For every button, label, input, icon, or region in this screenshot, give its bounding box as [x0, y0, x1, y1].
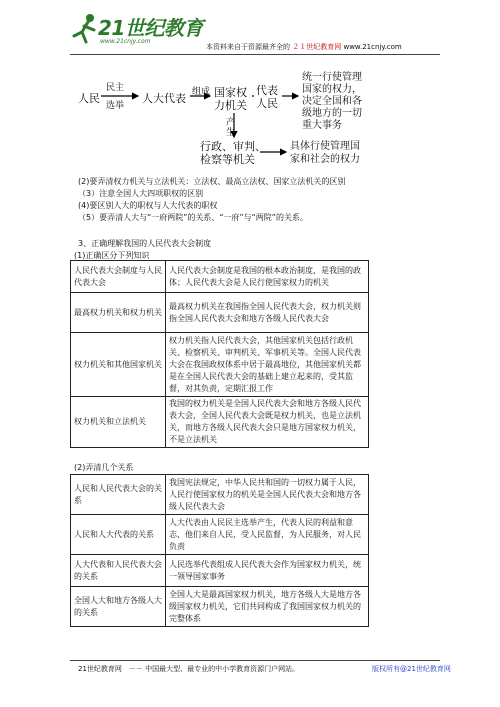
unified-line-5: 重大事务: [302, 120, 342, 131]
logo-url: www.21cnjy.com: [100, 38, 151, 45]
list-item-3: （3）注意全国人大四项职权的区别: [78, 189, 204, 198]
logo-text: 21世纪教育: [98, 16, 203, 40]
table-row: [71, 515, 369, 555]
notice-url: www.21cnjy.com: [343, 43, 402, 51]
table-cell-term: 权力机关和其他国家机关: [71, 333, 166, 397]
table-cell-desc: 我国宪法规定，中华人民共和国的一切权力属于人民，人民行使国家权力的机关是全国人民代表大会和地方各级人民代表大会: [166, 475, 369, 515]
notice-prefix: 本资料来自于资源最齐全的: [206, 43, 290, 51]
table-row: [71, 475, 369, 515]
list-item-4: (4)要区别人大的职权与人大代表的职权: [78, 201, 218, 210]
list-item-5: （5）要弄清人大与“一府两院”的关系、“一府”与“两院”的关系。: [78, 213, 308, 222]
other-organs-line-2: 检察等机关: [200, 153, 255, 166]
table-cell-desc: 权力机关指人民代表大会，其他国家机关包括行政机关、检察机关、审判机关、军事机关等。全国人民代表大会在我国政权体系中居于最高地位，其他国家机关都是在全国人民代表大会的基础上建立起来的，受其监督，对其负责，定期汇报工作: [166, 333, 369, 397]
table-cell-term: 人民和人民代表大会的关系: [71, 475, 166, 515]
table-cell-desc: 人民代表大会制度是我国的根本政治制度，是我国的政体；人民代表大会是人民行使国家权力的机关: [166, 261, 369, 293]
footer-slogan: 21世纪教育网 －－ 中国最大型、最专业的中小学教育资源门户网站。: [78, 665, 300, 673]
table-row: [71, 333, 369, 397]
organ-line-2: 力机关: [214, 99, 247, 112]
list-item-2: (2)要弄清权力机关与立法机关：立法权、最高立法权、国家立法机关的区别: [78, 177, 346, 186]
represent-line-1: 代表: [256, 84, 278, 97]
table-cell-desc: 我国的权力机关是全国人民代表大会和地方各级人民代表大会，全国人民代表大会既是权力机关，也是立法机关，而地方各级人民代表大会只是地方国家权力机关，不是立法机关: [166, 397, 369, 448]
produce-line-1: 产: [226, 118, 236, 128]
node-people: 人民: [78, 92, 100, 105]
section-3-title: 3、正确理解我国的人民代表大会制度: [78, 239, 212, 248]
organ-line-1: 国家权: [214, 86, 247, 99]
unified-line-2: 国家的权力，: [302, 84, 362, 95]
node-npc: 人大代表: [142, 92, 186, 105]
notice-site: ２１世纪教育网: [292, 43, 342, 51]
table-cell-term: 权力机关和立法机关: [71, 397, 166, 448]
table-cell-desc: 人民选举代表组成人民代表大会作为国家权力机关，统一领导国家事务: [166, 555, 369, 587]
unified-line-1: 统一行使管理: [302, 72, 362, 83]
produce-line-2: 生: [226, 128, 236, 138]
label-form: 组成: [192, 87, 211, 97]
table-cell-term: 全国人大和地方各级人大的关系: [71, 587, 166, 627]
table-cell-desc: 全国人大是最高国家权力机关，地方各级人大是地方各级国家权力机关，它们共同构成了我国国家权力机关的完整体系: [166, 587, 369, 627]
table-row: [71, 587, 369, 627]
table-row: [71, 397, 369, 448]
represent-line-2: 人民: [256, 97, 278, 110]
label-election-top: 民主: [106, 83, 125, 93]
other-organs-line-1: 行政、审判、: [200, 140, 266, 153]
section-3-sub1: (1)正确区分下列知识: [74, 251, 150, 260]
diagram-arrows: [0, 0, 500, 180]
footer-copyright-link[interactable]: 版权所有@21世纪教育网: [372, 665, 451, 673]
section-3-sub2: (2)弄清几个关系: [74, 463, 134, 472]
table-row: [71, 293, 369, 333]
table-cell-desc: 最高权力机关在我国指全国人民代表大会，权力机关则指全国人民代表大会和地方各级人民代表大会: [166, 293, 369, 333]
exec-line-1: 具体行使管理国: [290, 141, 360, 152]
label-election-bottom: 选举: [106, 101, 125, 111]
footer-divider: [70, 660, 440, 661]
table-cell-term: 最高权力机关和权力机关: [71, 293, 166, 333]
table-row: [71, 555, 369, 587]
table-row: [71, 261, 369, 293]
table-cell-desc: 人大代表由人民民主选举产生，代表人民的利益和意志，他们来自人民，受人民监督，为人民服务，对人民负责: [166, 515, 369, 555]
unified-line-3: 决定全国和各: [302, 96, 362, 107]
exec-line-2: 家和社会的权力: [290, 154, 360, 165]
unified-line-4: 级地方的一切: [302, 108, 362, 119]
knowledge-table-2: [70, 474, 369, 627]
table-cell-term: 人大代表和人民代表大会的关系: [71, 555, 166, 587]
table-cell-term: 人民代表大会制度与人民代表大会: [71, 261, 166, 293]
knowledge-table-1: [70, 260, 369, 448]
table-cell-term: 人民和人大代表的关系: [71, 515, 166, 555]
